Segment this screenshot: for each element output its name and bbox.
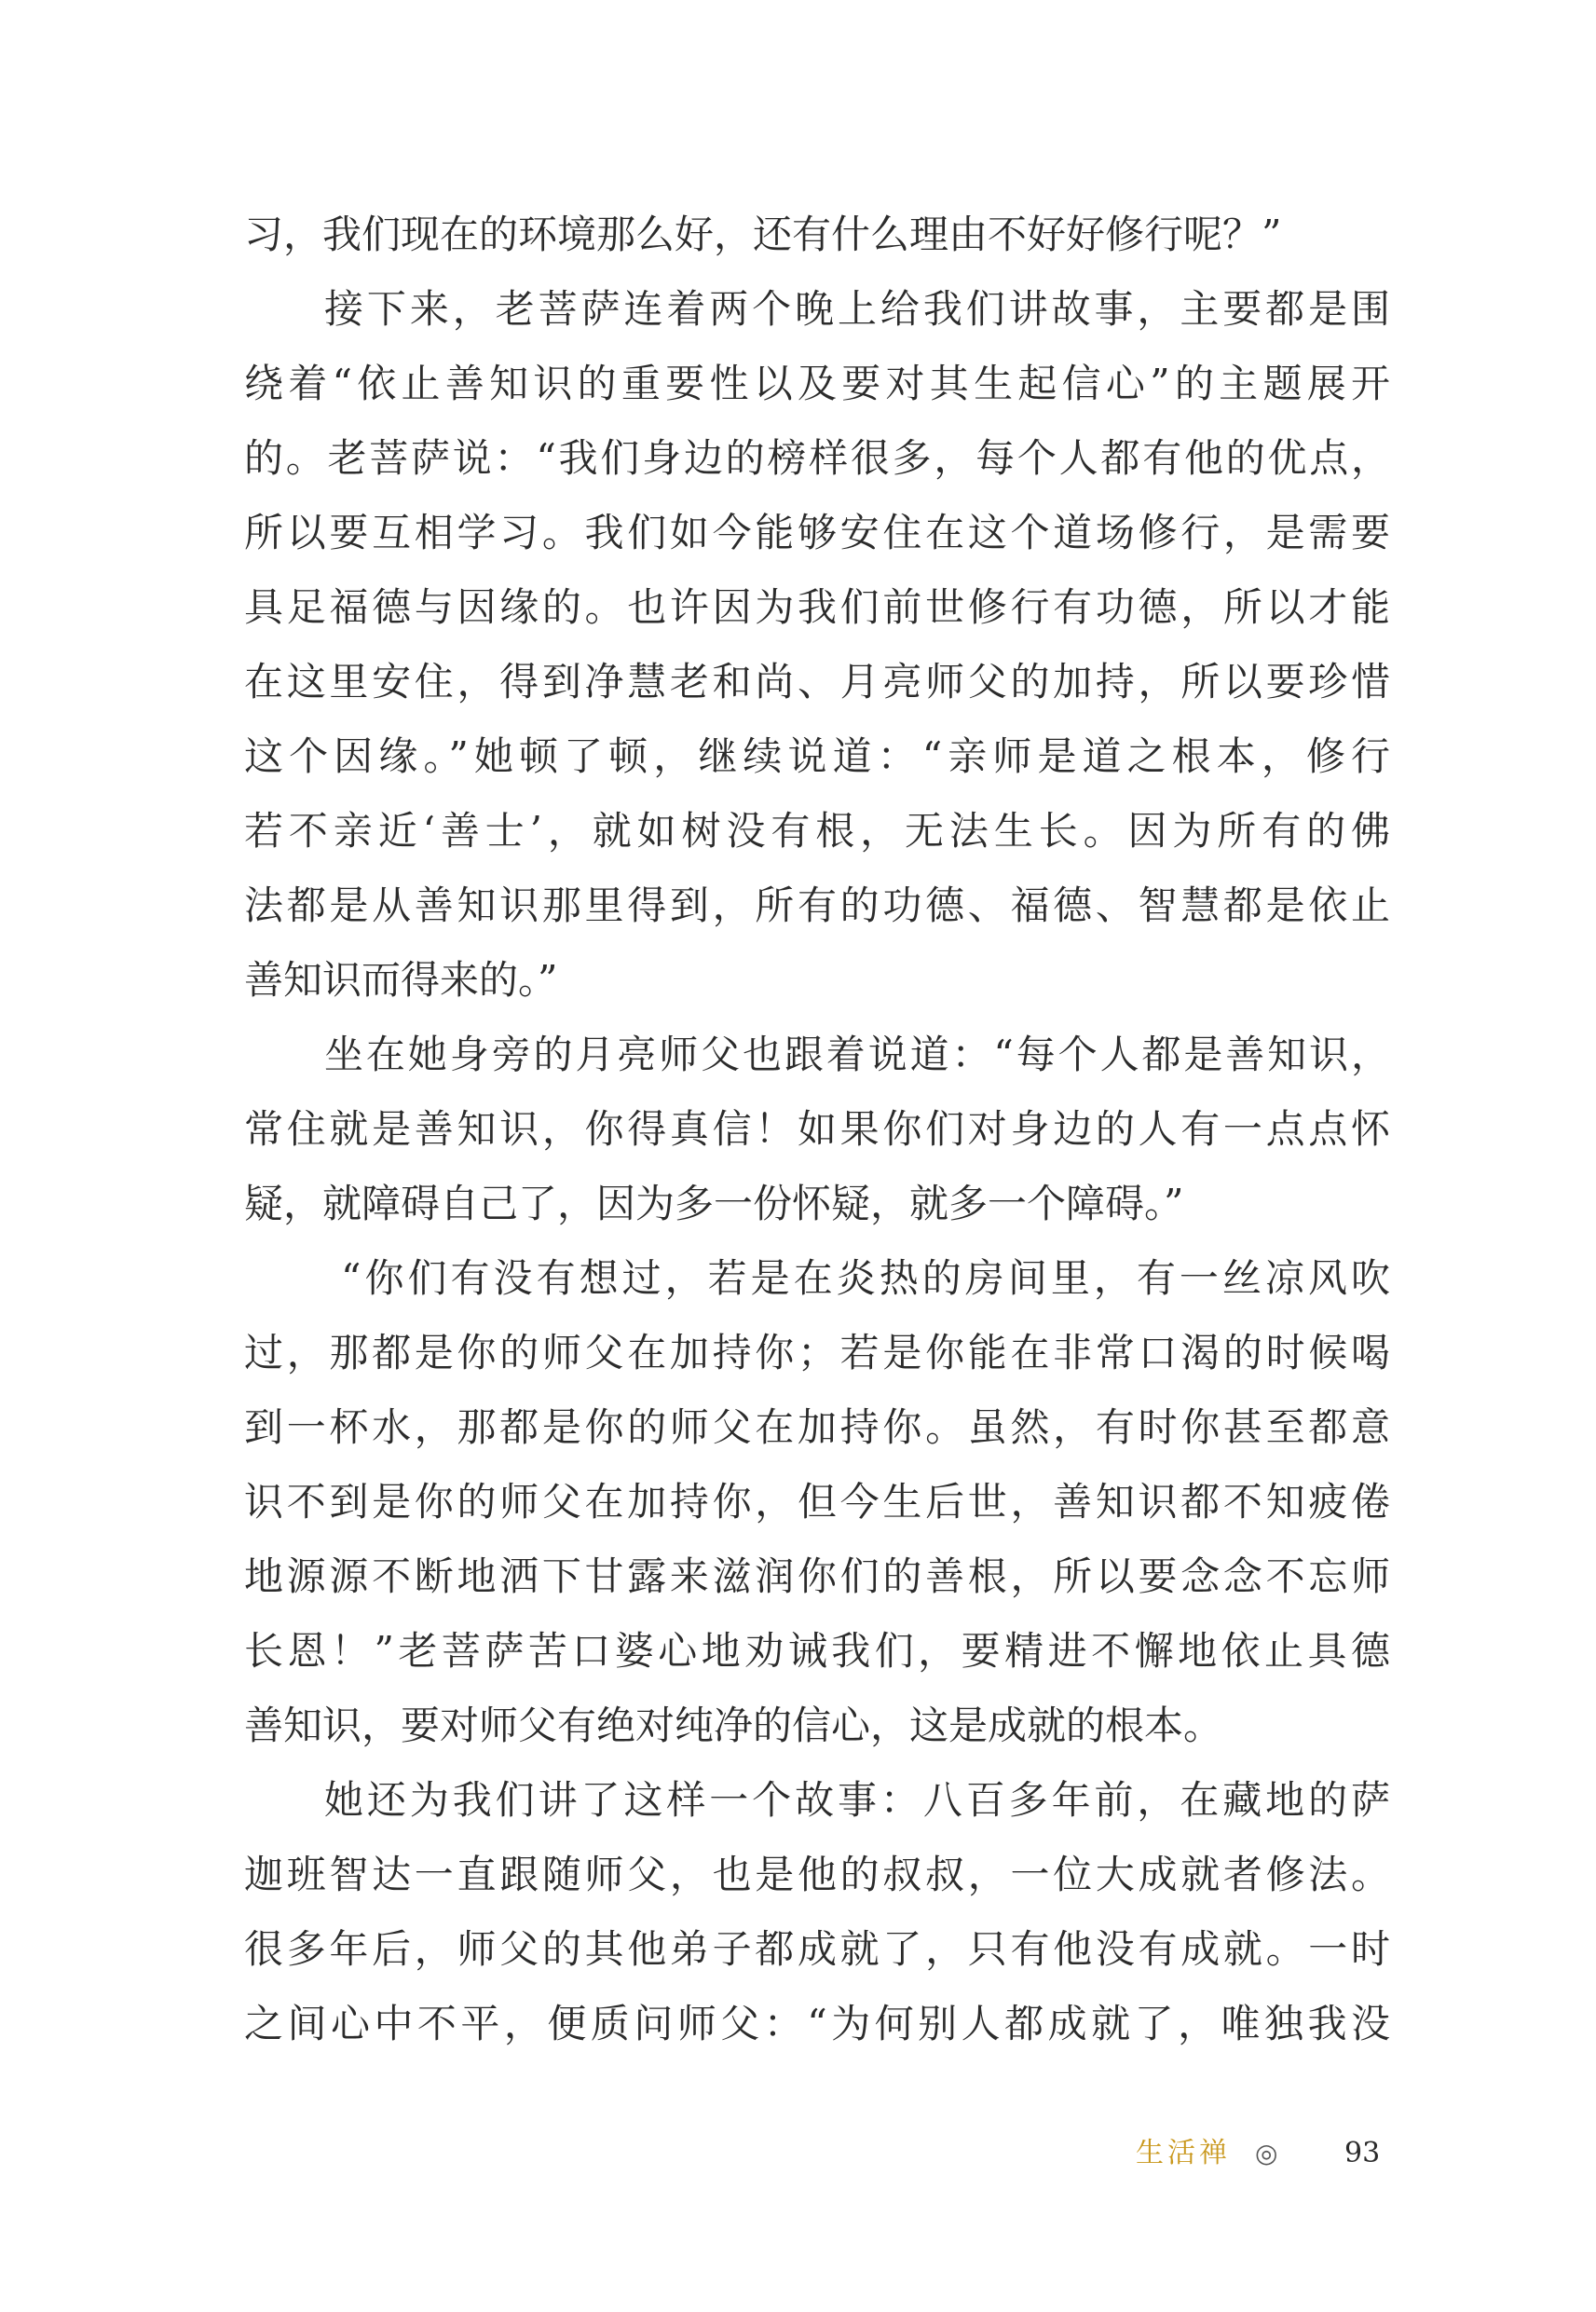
text-line: 之间心中不平，便质问师父：“为何别人都成就了，唯独我没 bbox=[244, 2001, 1390, 2046]
text-line: 常住就是善知识，你得真信！如果你们对身边的人有一点点怀 bbox=[244, 1106, 1390, 1152]
text-line: 若不亲近‘善士’，就如树没有根，无法生长。因为所有的佛 bbox=[244, 808, 1390, 854]
text-line: “你们有没有想过，若是在炎热的房间里，有一丝凉风吹 bbox=[341, 1255, 1390, 1301]
text-line: 善知识，要对师父有绝对纯净的信心，这是成就的根本。 bbox=[244, 1703, 1223, 1748]
page-number: 93 bbox=[1344, 2137, 1381, 2169]
text-line: 地源源不断地洒下甘露来滋润你们的善根，所以要念念不忘师 bbox=[244, 1553, 1390, 1599]
text-line: 她还为我们讲了这样一个故事：八百多年前，在藏地的萨 bbox=[324, 1777, 1390, 1823]
text-line: 习，我们现在的环境那么好，还有什么理由不好好修行呢？” bbox=[244, 212, 1282, 257]
text-line: 长恩！”老菩萨苦口婆心地劝诫我们，要精进不懈地依止具德 bbox=[244, 1628, 1390, 1674]
text-line: 识不到是你的师父在加持你，但今生后世，善知识都不知疲倦 bbox=[244, 1479, 1390, 1525]
text-line: 疑，就障碍自己了，因为多一份怀疑，就多一个障碍。” bbox=[244, 1181, 1184, 1226]
text-line: 过，那都是你的师父在加持你；若是你能在非常口渴的时候喝 bbox=[244, 1330, 1390, 1375]
text-line: 善知识而得来的。” bbox=[244, 957, 558, 1003]
text-line: 迦班智达一直跟随师父，也是他的叔叔，一位大成就者修法。 bbox=[244, 1852, 1390, 1897]
text-line: 绕着“依止善知识的重要性以及要对其生起信心”的主题展开 bbox=[244, 361, 1390, 406]
page-footer bbox=[1123, 2130, 1402, 2177]
text-line: 具足福德与因缘的。也许因为我们前世修行有功德，所以才能 bbox=[244, 584, 1390, 630]
text-line: 接下来，老菩萨连着两个晚上给我们讲故事，主要都是围 bbox=[324, 286, 1390, 332]
text-line: 所以要互相学习。我们如今能够安住在这个道场修行，是需要 bbox=[244, 510, 1390, 555]
text-line: 法都是从善知识那里得到，所有的功德、福德、智慧都是依止 bbox=[244, 882, 1390, 928]
text-line: 坐在她身旁的月亮师父也跟着说道：“每个人都是善知识， bbox=[324, 1032, 1390, 1077]
text-line: 在这里安住，得到净慧老和尚、月亮师父的加持，所以要珍惜 bbox=[244, 659, 1390, 705]
text-line: 这个因缘。”她顿了顿，继续说道：“亲师是道之根本，修行 bbox=[244, 733, 1390, 779]
section-title: 生活禅 bbox=[1136, 2137, 1231, 2169]
text-line: 的。老菩萨说：“我们身边的榜样很多，每个人都有他的优点， bbox=[244, 435, 1390, 481]
text-line: 很多年后，师父的其他弟子都成就了，只有他没有成就。一时 bbox=[244, 1926, 1390, 1972]
bullseye-icon: ◎ bbox=[1255, 2138, 1278, 2168]
body-text bbox=[244, 198, 1390, 2061]
text-line: 到一杯水，那都是你的师父在加持你。虽然，有时你甚至都意 bbox=[244, 1404, 1390, 1450]
